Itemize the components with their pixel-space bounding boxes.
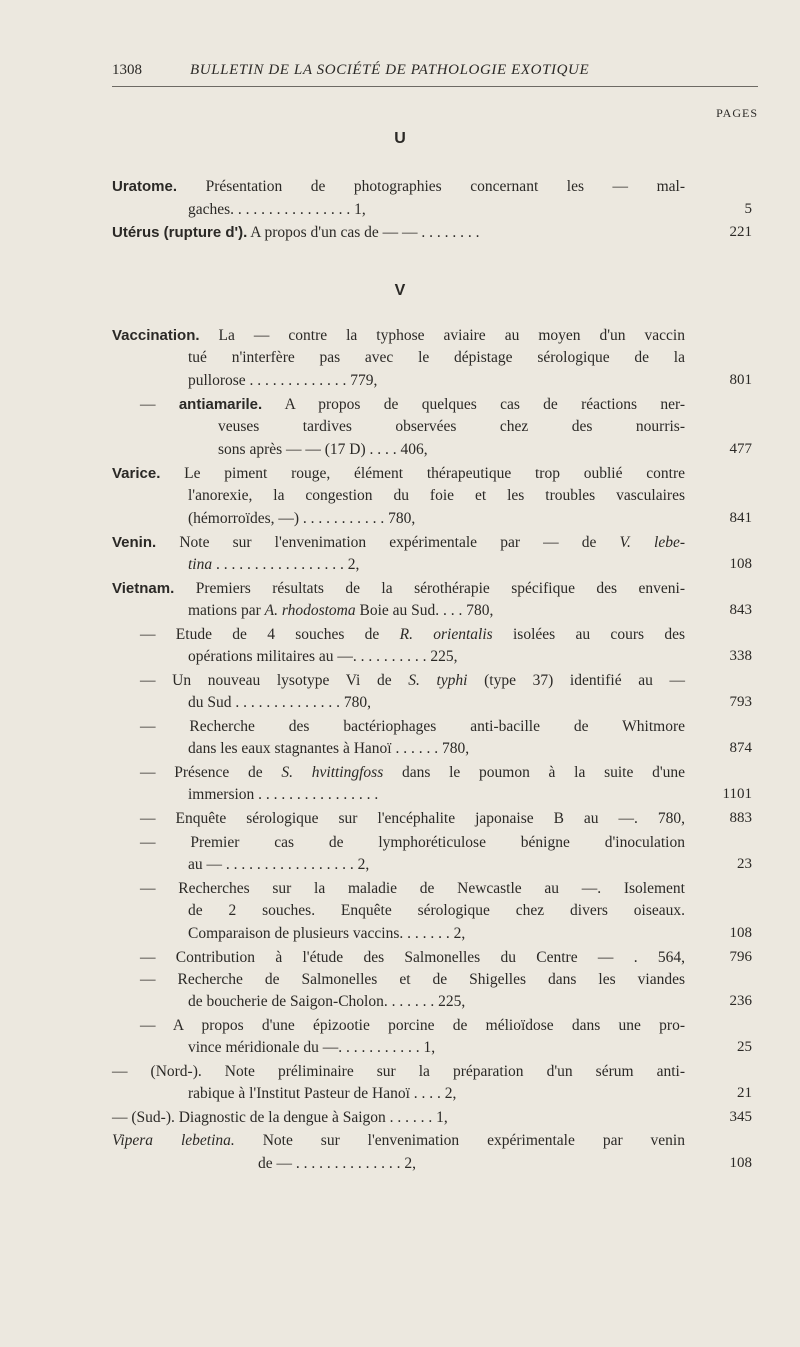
entry-text: — Etude de 4 souches de [140,626,400,643]
index-line [140,832,685,853]
entry-headword: Vaccination. [112,327,200,344]
index-line [112,176,685,197]
index-line [140,762,685,783]
entry-text: . . . . . . . . . . . . . . . . . 2, [212,556,360,573]
entry-text: — Contribution à l'étude des Salmonelles du Centre — . 564, [140,949,685,966]
index-line [112,325,685,346]
entry-text: de boucherie de Saigon-Cholon. . . . . . . 225, [188,993,466,1010]
entry-headword: Utérus (rupture d'). [112,224,248,241]
italic-term: S. typhi [408,672,468,689]
entry-text: Comparaison de plusieurs vaccins. . . . . . . 2, [188,925,466,942]
entry-text: rabique à l'Institut Pasteur de Hanoï . . . . 2, [188,1085,457,1102]
entry-text: — Recherches sur la maladie de Newcastle au —. Isolement [140,880,685,897]
index-line [188,923,685,944]
page-reference: 1101 [722,786,752,802]
entry-text: La — contre la typhose aviaire au moyen d'un vaccin [199,327,685,344]
entry-text: — (Nord-). Note préliminaire sur la préparation d'un sérum anti- [112,1063,685,1080]
entry-text: Présentation de photographies concernant les — mal- [177,178,685,195]
page-reference: 841 [729,510,752,526]
page-reference: 5 [744,201,752,217]
entry-text: au — . . . . . . . . . . . . . . . . . 2, [188,856,370,873]
page-reference: 796 [729,949,752,965]
page-reference: 25 [737,1039,752,1055]
entry-text: du Sud . . . . . . . . . . . . . . 780, [188,694,371,711]
index-line [112,532,685,553]
italic-term: A. rhodostoma [264,602,356,619]
index-line [258,1153,685,1174]
entry-text: (type 37) identifié au — [467,672,685,689]
index-line [188,554,685,575]
entry-text: opérations militaires au —. . . . . . . . . . 225, [188,648,458,665]
entry-text: — Premier cas de lymphoréticulose bénigne d'inoculation [140,834,685,851]
entry-text: gaches. . . . . . . . . . . . . . . . 1, [188,201,366,218]
section-letter-u: U [394,130,406,147]
page-reference: 883 [729,810,752,826]
entry-headword: Venin. [112,534,157,551]
entry-text: Boie au Sud. . . . 780, [355,602,494,619]
index-line [140,716,685,737]
page-reference: 236 [729,993,752,1009]
entry-text: — (Sud-). Diagnostic de la dengue à Saigon . . . . . . 1, [112,1109,448,1126]
section-letter-v: V [394,282,406,299]
index-line [112,578,685,599]
index-line [188,1083,685,1104]
index-line [188,508,685,529]
index-line [140,878,685,899]
index-line [188,347,685,368]
entry-text: — Recherche des bactériophages anti-bacille de Whitmore [140,718,685,735]
index-line [188,784,685,805]
entry-text: Le piment rouge, élément thérapeutique trop oublié contre [160,465,685,482]
entry-text: Note sur l'envenimation expérimentale par venin [234,1132,685,1149]
entry-text: — A propos d'une épizootie porcine de mélioïdose dans une pro- [140,1017,685,1034]
entry-text: isolées au cours des [492,626,685,643]
pages-column-label: PAGES [716,106,758,120]
index-line [188,738,685,759]
entry-text: sons après — — (17 D) . . . . 406, [218,441,428,458]
entry-text: pullorose . . . . . . . . . . . . . 779, [188,372,378,389]
entry-text: mations par [188,602,265,619]
index-line [218,416,685,437]
entry-text: — Recherche de Salmonelles et de Shigelles dans les viandes [140,971,685,988]
index-line [188,199,685,220]
entry-text: veuses tardives observées chez des nourris- [218,418,685,435]
entry-text: Premiers résultats de la sérothérapie spécifique des enveni- [174,580,685,597]
index-line [140,808,685,829]
page-reference: 23 [737,856,752,872]
italic-term: tina [188,556,213,573]
entry-text: — Un nouveau lysotype Vi de [140,672,409,689]
index-line [188,646,685,667]
entry-text: — [140,396,179,413]
index-line [140,1015,685,1036]
index-line [112,222,685,243]
index-line [140,624,685,645]
entry-text: immersion . . . . . . . . . . . . . . . . [188,786,379,803]
page-reference: 793 [729,694,752,710]
page-reference: 221 [729,224,752,240]
entry-text: — Enquête sérologique sur l'encéphalite japonaise B au —. 780, [140,810,685,827]
index-line [140,969,685,990]
page-number: 1308 [112,62,142,78]
entry-text: de 2 souches. Enquête sérologique chez divers oiseaux. [188,902,685,919]
entry-text: A propos d'un cas de — — . . . . . . . . [247,224,480,241]
page-header [112,62,758,87]
page-reference: 874 [729,740,752,756]
index-line [188,1037,685,1058]
entry-headword: antiamarile. [178,396,263,413]
entry-headword: Vietnam. [112,580,175,597]
page-reference: 108 [729,925,752,941]
index-line [188,854,685,875]
italic-term: S. hvittingfoss [281,764,384,781]
index-line [188,692,685,713]
entry-text: de — . . . . . . . . . . . . . . 2, [258,1155,417,1172]
entry-headword: Uratome. [112,178,178,195]
page-reference: 108 [729,556,752,572]
index-line [112,1130,685,1151]
index-line [140,947,685,968]
entry-headword: Varice. [112,465,161,482]
index-line [112,1107,685,1128]
index-line [188,370,685,391]
page-reference: 338 [729,648,752,664]
page-reference: 801 [729,372,752,388]
index-line [112,1061,685,1082]
page-reference: 477 [729,441,752,457]
index-line [140,394,685,415]
entry-text: dans le poumon à la suite d'une [383,764,685,781]
italic-term: Vipera lebetina. [112,1132,235,1149]
entry-text: vince méridionale du —. . . . . . . . . . . 1, [188,1039,436,1056]
entry-text: — Présence de [140,764,282,781]
index-line [218,439,685,460]
index-line [188,600,685,621]
page-reference: 21 [737,1085,752,1101]
entry-text: Note sur l'envenimation expérimentale par — de [156,534,620,551]
index-line [188,991,685,1012]
italic-term: R. orientalis [399,626,493,643]
italic-term: V. lebe- [619,534,685,551]
index-line [140,670,685,691]
running-title: BULLETIN DE LA SOCIÉTÉ DE PATHOLOGIE EXOTIQUE [190,62,590,78]
entry-text: tué n'interfère pas avec le dépistage sérologique de la [188,349,685,366]
index-line [112,463,685,484]
page-reference: 843 [729,602,752,618]
index-line [188,900,685,921]
page-reference: 108 [729,1155,752,1171]
entry-text: A propos de quelques cas de réactions ner- [262,396,686,413]
entry-text: l'anorexie, la congestion du foie et les troubles vasculaires [188,487,685,504]
page-reference: 345 [729,1109,752,1125]
entry-text: dans les eaux stagnantes à Hanoï . . . . . . 780, [188,740,470,757]
entry-text: (hémorroïdes, —) . . . . . . . . . . . 780, [188,510,416,527]
index-line [188,485,685,506]
